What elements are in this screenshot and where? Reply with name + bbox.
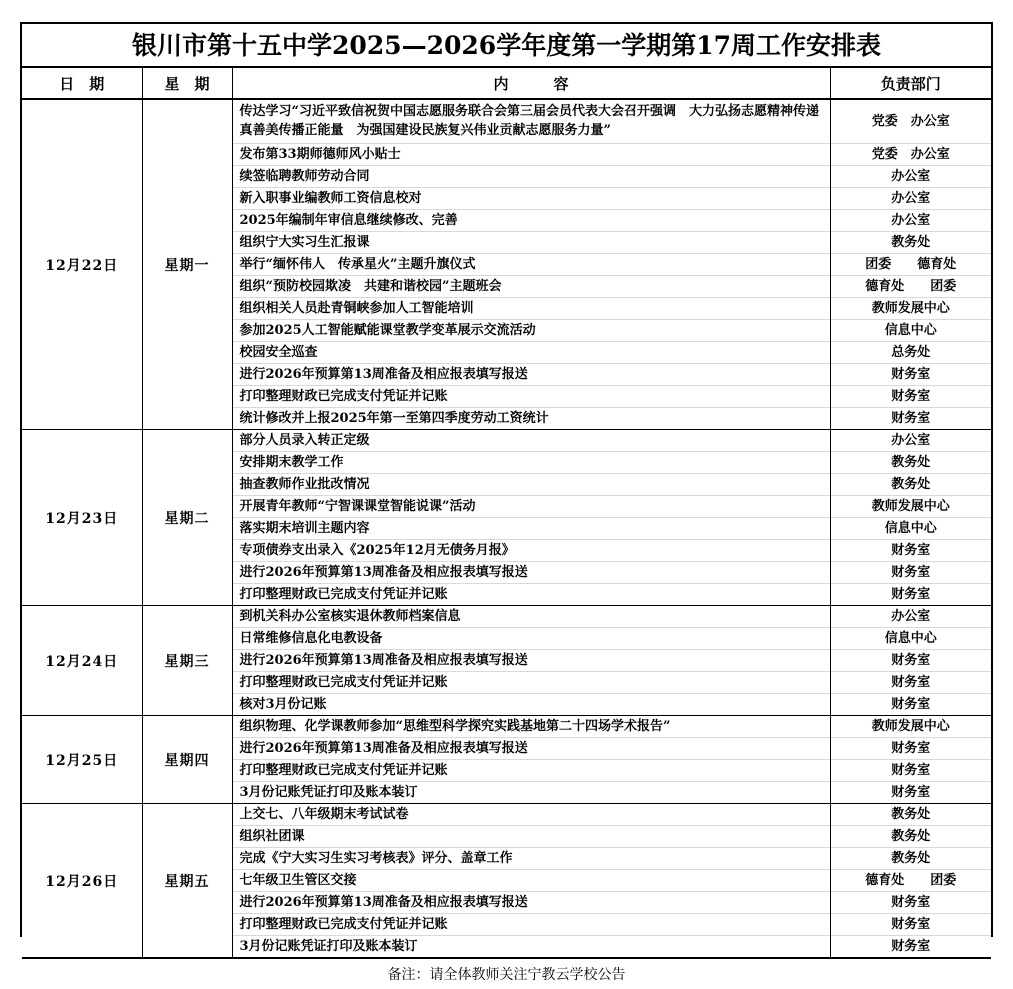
table-row	[233, 892, 830, 914]
date-cell: 12月26日	[22, 804, 142, 959]
task-text: 落实期末培训主题内容	[233, 518, 830, 540]
task-text: 进行2026年预算第13周准备及相应报表填写报送	[233, 892, 830, 914]
date-cell: 12月24日	[22, 606, 142, 716]
task-text: 举行“缅怀伟人 传承星火”主题升旗仪式	[233, 254, 830, 276]
department-text: 财务室	[831, 364, 992, 386]
task-text: 进行2026年预算第13周准备及相应报表填写报送	[233, 738, 830, 760]
department-text: 财务室	[831, 562, 992, 584]
table-row	[831, 826, 992, 848]
task-text: 进行2026年预算第13周准备及相应报表填写报送	[233, 650, 830, 672]
table-row	[233, 144, 830, 166]
department-text: 办公室	[831, 430, 992, 452]
task-text: 3月份记账凭证打印及账本装订	[233, 782, 830, 804]
table-row	[233, 584, 830, 606]
table-row	[831, 188, 992, 210]
table-row	[233, 628, 830, 650]
day-group-row	[22, 606, 991, 716]
department-text: 财务室	[831, 650, 992, 672]
table-row	[233, 496, 830, 518]
table-row	[831, 298, 992, 320]
table-row	[831, 738, 992, 760]
schedule-table-frame	[20, 22, 993, 983]
table-row	[831, 254, 992, 276]
department-text: 教务处	[831, 452, 992, 474]
day-group-row	[22, 804, 991, 959]
content-group-cell	[232, 99, 830, 430]
department-text: 财务室	[831, 386, 992, 408]
department-text: 教师发展中心	[831, 298, 992, 320]
day-group-row	[22, 716, 991, 804]
table-row	[233, 782, 830, 804]
table-row	[831, 650, 992, 672]
content-group-cell	[232, 430, 830, 606]
table-row	[233, 188, 830, 210]
title-row	[22, 24, 991, 67]
department-text: 教师发展中心	[831, 496, 992, 518]
department-text: 财务室	[831, 672, 992, 694]
table-row	[233, 826, 830, 848]
table-row	[831, 100, 992, 144]
department-group-cell	[830, 99, 991, 430]
task-text: 新入职事业编教师工资信息校对	[233, 188, 830, 210]
table-row	[233, 408, 830, 430]
task-text: 打印整理财政已完成支付凭证并记账	[233, 672, 830, 694]
department-text: 办公室	[831, 188, 992, 210]
table-row	[233, 716, 830, 738]
department-text: 信息中心	[831, 320, 992, 342]
content-group-cell	[232, 606, 830, 716]
task-text: 校园安全巡查	[233, 342, 830, 364]
department-text: 信息中心	[831, 518, 992, 540]
department-group-cell	[830, 606, 991, 716]
department-text: 财务室	[831, 738, 992, 760]
table-row	[831, 870, 992, 892]
table-row	[831, 804, 992, 826]
column-header-department: 负责部门	[830, 67, 991, 99]
department-group-cell	[830, 430, 991, 606]
table-row	[233, 738, 830, 760]
table-row	[831, 276, 992, 298]
department-text: 教务处	[831, 474, 992, 496]
weekday-cell: 星期四	[142, 716, 232, 804]
table-row	[831, 166, 992, 188]
table-row	[233, 518, 830, 540]
department-text: 财务室	[831, 584, 992, 606]
column-header-content: 内 容	[232, 67, 830, 99]
task-text: 抽查教师作业批改情况	[233, 474, 830, 496]
table-row	[831, 342, 992, 364]
task-text: 安排期末教学工作	[233, 452, 830, 474]
weekday-cell: 星期一	[142, 99, 232, 430]
table-row	[831, 936, 992, 958]
weekday-cell: 星期五	[142, 804, 232, 959]
schedule-table	[22, 24, 991, 989]
task-text: 续签临聘教师劳动合同	[233, 166, 830, 188]
table-row	[233, 540, 830, 562]
task-text: 专项债券支出录入《2025年12月无债务月报》	[233, 540, 830, 562]
table-row	[831, 232, 992, 254]
table-row	[831, 584, 992, 606]
table-row	[831, 672, 992, 694]
task-text: 组织“预防校园欺凌 共建和谐校园”主题班会	[233, 276, 830, 298]
weekday-cell: 星期二	[142, 430, 232, 606]
task-text: 日常维修信息化电教设备	[233, 628, 830, 650]
content-group-cell	[232, 804, 830, 959]
table-row	[233, 166, 830, 188]
table-row	[233, 298, 830, 320]
table-row	[831, 914, 992, 936]
day-group-row	[22, 99, 991, 430]
table-row	[831, 540, 992, 562]
table-row	[831, 760, 992, 782]
footer-note: 备注：请全体教师关注宁教云学校公告	[22, 958, 991, 989]
date-cell: 12月25日	[22, 716, 142, 804]
table-row	[233, 760, 830, 782]
day-group-row	[22, 430, 991, 606]
table-row	[831, 848, 992, 870]
date-cell: 12月22日	[22, 99, 142, 430]
task-text: 2025年编制年审信息继续修改、完善	[233, 210, 830, 232]
table-row	[831, 320, 992, 342]
table-row	[233, 232, 830, 254]
table-row	[831, 452, 992, 474]
department-text: 党委 办公室	[831, 144, 992, 166]
department-text: 财务室	[831, 408, 992, 430]
task-text: 打印整理财政已完成支付凭证并记账	[233, 386, 830, 408]
task-text: 发布第33期师德师风小贴士	[233, 144, 830, 166]
department-text: 财务室	[831, 782, 992, 804]
department-text: 办公室	[831, 606, 992, 628]
table-row	[831, 210, 992, 232]
table-row	[831, 892, 992, 914]
table-row	[233, 452, 830, 474]
department-group-cell	[830, 804, 991, 959]
table-row	[233, 210, 830, 232]
department-text: 财务室	[831, 694, 992, 716]
table-row	[831, 474, 992, 496]
table-row	[233, 848, 830, 870]
table-row	[831, 386, 992, 408]
table-row	[233, 804, 830, 826]
table-row	[831, 144, 992, 166]
page-title: 银川市第十五中学2025—2026学年度第一学期第17周工作安排表	[132, 30, 881, 60]
department-text: 教师发展中心	[831, 716, 992, 738]
table-row	[831, 364, 992, 386]
department-text: 财务室	[831, 936, 992, 958]
table-row	[233, 386, 830, 408]
department-text: 教务处	[831, 804, 992, 826]
department-text: 办公室	[831, 166, 992, 188]
table-row	[831, 430, 992, 452]
task-text: 进行2026年预算第13周准备及相应报表填写报送	[233, 364, 830, 386]
department-text: 教务处	[831, 826, 992, 848]
header-row	[22, 67, 991, 99]
note-row	[22, 958, 991, 989]
table-row	[233, 914, 830, 936]
table-row	[233, 694, 830, 716]
table-row	[831, 628, 992, 650]
column-header-weekday: 星 期	[142, 67, 232, 99]
task-text: 打印整理财政已完成支付凭证并记账	[233, 760, 830, 782]
department-text: 德育处 团委	[831, 276, 992, 298]
department-text: 团委 德育处	[831, 254, 992, 276]
task-text: 组织宁大实习生汇报课	[233, 232, 830, 254]
table-row	[233, 936, 830, 958]
table-row	[233, 870, 830, 892]
department-text: 财务室	[831, 914, 992, 936]
department-text: 财务室	[831, 892, 992, 914]
department-text: 信息中心	[831, 628, 992, 650]
table-row	[233, 254, 830, 276]
table-row	[233, 474, 830, 496]
table-row	[233, 276, 830, 298]
task-text: 打印整理财政已完成支付凭证并记账	[233, 914, 830, 936]
table-row	[233, 100, 830, 144]
task-text: 开展青年教师“宁智课课堂智能说课”活动	[233, 496, 830, 518]
table-row	[831, 496, 992, 518]
task-text: 七年级卫生管区交接	[233, 870, 830, 892]
department-text: 总务处	[831, 342, 992, 364]
table-row	[831, 716, 992, 738]
task-text: 组织物理、化学课教师参加“思维型科学探究实践基地第二十四场学术报告”	[233, 716, 830, 738]
task-text: 打印整理财政已完成支付凭证并记账	[233, 584, 830, 606]
task-text: 核对3月份记账	[233, 694, 830, 716]
department-group-cell	[830, 716, 991, 804]
table-row	[233, 342, 830, 364]
task-text: 组织相关人员赴青铜峡参加人工智能培训	[233, 298, 830, 320]
department-text: 教务处	[831, 232, 992, 254]
task-text: 3月份记账凭证打印及账本装订	[233, 936, 830, 958]
task-text: 部分人员录入转正定级	[233, 430, 830, 452]
table-row	[831, 606, 992, 628]
table-row	[831, 562, 992, 584]
table-row	[831, 518, 992, 540]
table-row	[233, 562, 830, 584]
date-cell: 12月23日	[22, 430, 142, 606]
content-group-cell	[232, 716, 830, 804]
column-header-date: 日 期	[22, 67, 142, 99]
table-row	[233, 364, 830, 386]
table-row	[233, 320, 830, 342]
weekday-cell: 星期三	[142, 606, 232, 716]
department-text: 教务处	[831, 848, 992, 870]
task-text: 组织社团课	[233, 826, 830, 848]
table-row	[233, 672, 830, 694]
page-title-cell	[22, 24, 991, 67]
task-text: 进行2026年预算第13周准备及相应报表填写报送	[233, 562, 830, 584]
table-row	[233, 430, 830, 452]
table-row	[831, 782, 992, 804]
table-row	[233, 606, 830, 628]
task-text: 完成《宁大实习生实习考核表》评分、盖章工作	[233, 848, 830, 870]
department-text: 财务室	[831, 540, 992, 562]
table-row	[233, 650, 830, 672]
table-row	[831, 694, 992, 716]
task-text: 传达学习“习近平致信祝贺中国志愿服务联合会第三届会员代表大会召开强调 大力弘扬志愿精神传递真善美传播正能量 为强国建设民族复兴伟业贡献志愿服务力量”	[233, 100, 830, 144]
department-text: 党委 办公室	[831, 100, 992, 144]
department-text: 财务室	[831, 760, 992, 782]
task-text: 到机关科办公室核实退休教师档案信息	[233, 606, 830, 628]
task-text: 参加2025人工智能赋能课堂教学变革展示交流活动	[233, 320, 830, 342]
department-text: 德育处 团委	[831, 870, 992, 892]
table-row	[831, 408, 992, 430]
department-text: 办公室	[831, 210, 992, 232]
task-text: 上交七、八年级期末考试试卷	[233, 804, 830, 826]
task-text: 统计修改并上报2025年第一至第四季度劳动工资统计	[233, 408, 830, 430]
